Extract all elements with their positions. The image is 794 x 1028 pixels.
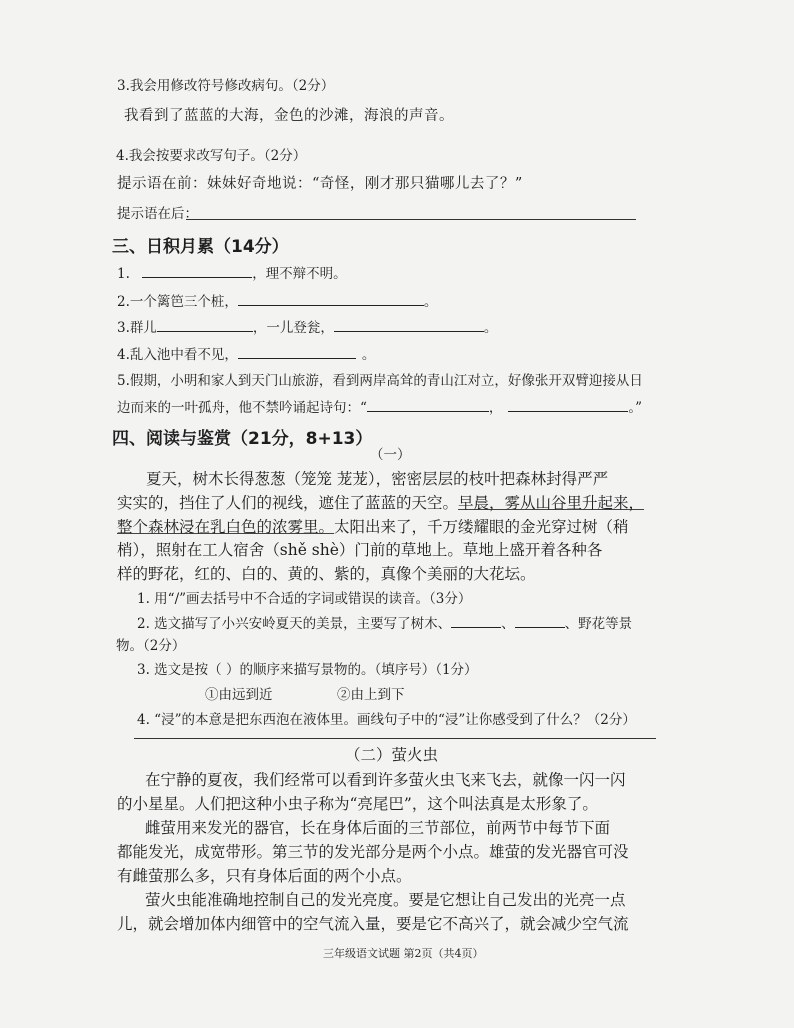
section-3-heading: 三、日积月累（14分） [112, 237, 289, 257]
reading-q4-answer-line[interactable] [134, 738, 656, 739]
p3-q5-end: 。” [628, 400, 643, 416]
reading-q2 [137, 614, 632, 632]
p3-q4 [117, 345, 375, 363]
p3-q5-blank-a[interactable] [367, 398, 489, 412]
p3-q5-line1: 5.假期，小明和家人到天门山旅游，看到两岸高耸的青山江对立，好像张开双臂迎接从日 [117, 373, 643, 389]
p3-q1-tail: ，理不辩不明。 [252, 266, 347, 282]
question-3-sentence: 我看到了蓝蓝的大海，金色的沙滩，海浪的声音。 [124, 108, 454, 124]
section-4-heading: 四、阅读与鉴赏（21分，8+13） [112, 429, 373, 449]
reading-q2-sep: 、 [501, 616, 515, 632]
p3-q2-tail: 。 [423, 294, 438, 310]
passage-1-line-2a: 实实的，挡住了人们的视线，遮住了蓝蓝的天空。 [117, 494, 459, 512]
question-3-label: 3.我会用修改符号修改病句。（2分） [117, 78, 335, 94]
reading-2-title: （二）萤火虫 [345, 746, 439, 764]
question-4-before: 提示语在前：妹妹好奇地说：“奇怪，刚才那只猫哪儿去了？” [117, 176, 523, 192]
p3-q4-blank[interactable] [238, 345, 356, 359]
p3-q3-blank-a[interactable] [157, 318, 253, 332]
reading-q2-b: 、野花等景 [564, 616, 633, 632]
reading-1-title: （一） [370, 447, 411, 463]
passage-1-line-2 [117, 494, 644, 513]
underlined-sentence-b: 整个森林浸在乳白色的浓雾里。 [117, 518, 335, 536]
reading-q2-a: 2. 选文描写了小兴安岭夏天的美景，主要写了树木、 [137, 616, 452, 632]
p3-q3-tail: 。 [483, 320, 498, 336]
question-4-answer-line[interactable] [186, 219, 636, 220]
p3-q3-mid: ，一儿登瓮， [252, 320, 334, 336]
passage-2-line-1: 在宁静的夏夜，我们经常可以看到许多萤火虫飞来飞去，就像一闪一闪 [145, 771, 626, 789]
reading-q2-blank-a[interactable] [451, 614, 501, 628]
p3-q2 [117, 292, 437, 310]
p3-q5-text: 边而来的一叶孤舟，他不禁吟诵起诗句：“ [117, 400, 367, 416]
p3-q1-blank[interactable] [142, 264, 252, 278]
question-4-label: 4.我会按要求改写句子。（2分） [116, 148, 307, 164]
reading-q3-option-2[interactable]: ②由上到下 [337, 687, 405, 703]
p3-q4-tail: 。 [361, 347, 376, 363]
reading-q3: 3. 选文是按（ ）的顺序来描写景物的。（填序号）（1分） [137, 662, 478, 678]
p3-q1-num: 1. [117, 266, 130, 282]
page-footer: 三年级语文试题 第2页（共4页） [323, 947, 484, 960]
reading-q3-option-1[interactable]: ①由远到近 [205, 687, 273, 703]
reading-q1: 1. 用“/”画去括号中不合适的字词或错误的读音。（3分） [137, 591, 472, 607]
p3-q5-comma: ， [488, 400, 503, 416]
passage-1-line-3 [117, 518, 629, 537]
passage-2-line-6: 萤火虫能准确地控制自己的发光亮度。要是它想让自己发出的光亮一点 [145, 891, 626, 909]
passage-2-line-7: 儿，就会增加体内细管中的空气流入量，要是它不高兴了，就会减少空气流 [117, 915, 629, 933]
reading-q2-blank-b[interactable] [515, 614, 565, 628]
passage-1-line-3b: 太阳出来了，千万缕耀眼的金光穿过树（稍 [334, 518, 629, 536]
passage-2-line-4: 都能发光，成宽带形。第三节的发光部分是两个小点。雄萤的发光器官可没 [117, 843, 629, 861]
p3-q5-line2 [117, 398, 642, 416]
passage-1-line-1: 夏天，树木长得葱葱（笼笼 茏茏），密密层层的枝叶把森林封得严严 [146, 470, 609, 488]
p3-q2-blank[interactable] [238, 292, 424, 306]
p3-q2-text: 2.一个篱笆三个桩， [117, 294, 238, 310]
p3-q3-blank-b[interactable] [334, 318, 484, 332]
question-4-after-label: 提示语在后： [117, 206, 198, 222]
p3-q3-text: 3.群儿 [117, 320, 157, 336]
p3-q1 [117, 264, 347, 282]
p3-q3 [117, 318, 497, 336]
passage-2-line-3: 雌萤用来发光的器官，长在身体后面的三节部位，前两节中每节下面 [145, 819, 611, 837]
p3-q5-blank-b[interactable] [508, 398, 628, 412]
passage-2-line-5: 有雌萤那么多，只有身体后面的两个小点。 [117, 867, 412, 885]
underlined-sentence-a: 早晨，雾从山谷里升起来， [458, 494, 645, 512]
passage-2-line-2: 的小星星。人们把这种小虫子称为“亮尾巴”，这个叫法真是太形象了。 [117, 795, 598, 813]
reading-q4: 4. “浸”的本意是把东西泡在液体里。画线句子中的“浸”让你感受到了什么？（2分） [137, 712, 636, 728]
passage-1-line-4: 梢），照射在工人宿舍（shě shè）门前的草地上。草地上盛开着各种各 [117, 541, 603, 559]
p3-q4-text: 4.乱入池中看不见， [117, 347, 238, 363]
passage-1-line-5: 样的野花，红的、白的、黄的、紫的，真像个美丽的大花坛。 [117, 565, 536, 583]
reading-q2-c: 物。（2分） [116, 638, 186, 654]
